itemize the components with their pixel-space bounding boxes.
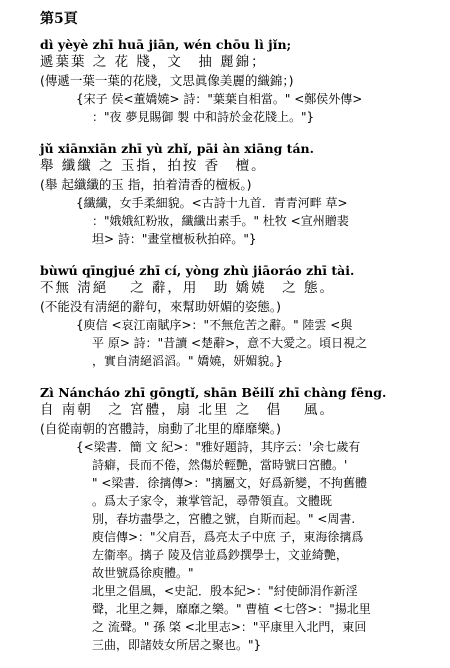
translation-line: (自從南朝的宮體詩，扇動了北里的靡靡樂。) [40, 421, 282, 436]
note-line: ："夜 夢見賜御 製 中和詩於金花牋上。"} [92, 110, 315, 124]
translation-line: (舉 起纖纖的玉 指，拍着清香的檀板。) [40, 177, 252, 192]
note-line: 詩癖，長而不倦，然傷於輕艷，當時號曰宮體。' [92, 458, 348, 472]
pinyin-line: jǔ xiānxiān zhī yù zhǐ, pāi àn xiāng tán. [40, 141, 314, 156]
note-line: 聲，北里之舞，靡靡之樂。" 曹植 <七啓>："揚北里 [92, 602, 371, 616]
note-line: 三曲，即諸妓女所居之聚也。"} [92, 638, 262, 652]
annotation-note [76, 90, 445, 126]
note-line: ，實自淸絕滔滔。" 嬌嬈，妍媚貌。} [92, 354, 283, 368]
page [40, 10, 445, 668]
annotation-note [76, 316, 445, 370]
entry-4 [40, 384, 445, 654]
note-line: {庾信 <哀江南賦序>："不無危苦之辭。" 陸雲 <與 [76, 318, 353, 332]
translation-line: (不能没有淸絕的辭句，來幫助妍媚的姿態。) [40, 299, 282, 314]
note-line: ："娥娥紅粉妝，纖纖出素手。" 杜牧 <宣州贈裴 [92, 214, 349, 228]
note-line: 坦> 詩："畫堂檀板秋拍碎。"} [92, 232, 257, 246]
chinese-text-line: 舉 纖纖 之 玉指，拍按 香 檀。 [40, 158, 267, 174]
pinyin-line: dì yèyè zhī huā jiān, wén chōu lì jǐn; [40, 37, 292, 52]
annotation-note [76, 438, 445, 654]
chinese-text-line: 遞葉葉 之 花 牋，文 抽 麗錦； [40, 54, 267, 70]
note-line: {纖纖，女手柔細貌。<古詩十九首．青青河畔 草> [76, 196, 348, 210]
pinyin-line: bùwú qīngjué zhī cí, yòng zhù jiāoráo zhī tài. [40, 263, 355, 278]
note-line: 別，春坊盡學之，宮體之號，自斯而起。" <周書. [92, 512, 356, 526]
note-line: 庾信傳>："父肩吾，爲亮太子中庶 子，東海徐摛爲 [92, 530, 364, 544]
page-number: 第5頁 [40, 11, 78, 27]
translation-line: (傳遞一葉一葉的花牋，文思眞像美麗的織錦；) [40, 73, 294, 88]
note-line: {宋子 侯<董嬌嬈> 詩："葉葉自相當。" <鄭侯外傳> [76, 92, 363, 106]
note-line: 之 流聲。" 孫 棨 <北里志>："平康里入北門，東回 [92, 620, 367, 634]
note-line: 北里之倡風，<史記．殷本紀>："紂使師涓作新淫 [92, 584, 358, 598]
pinyin-line: Zì Náncháo zhī gōngtǐ, shān Běilǐ zhī chàng fēng. [40, 385, 387, 400]
entry-2 [40, 140, 445, 248]
entry-1 [40, 36, 445, 126]
note-line: 。爲太子家令，兼掌管記，尋帶領直。文體既 [92, 494, 333, 508]
chinese-text-line: 不無 淸絕 之 辭，用 助 嬌嬈 之 態。 [40, 280, 335, 296]
note-line: " <梁書．徐摛傳>："摛屬文，好爲新變，不拘舊體 [92, 476, 367, 490]
note-line: 左衞率。摛子 陵及信並爲鈔撰學士，文並綺艷， [92, 548, 348, 562]
note-line: 故世號爲徐庾體。" [92, 566, 194, 580]
note-line: {<梁書．簡 文 紀>："雅好題詩，其序云：'余七歲有 [76, 440, 361, 454]
entry-3 [40, 262, 445, 370]
annotation-note [76, 194, 445, 248]
note-line: 平 原> 詩："昔讀 <楚辭>，意不大愛之。頃日視之 [92, 336, 368, 350]
chinese-text-line: 自 南朝 之 宮體，扇 北里 之 倡 風。 [40, 402, 335, 418]
